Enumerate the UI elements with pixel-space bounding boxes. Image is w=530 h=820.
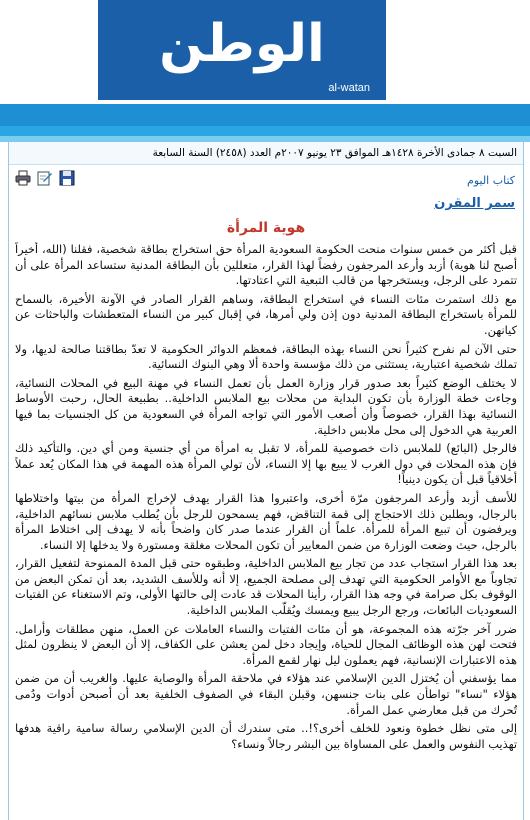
dateline: السبت ٨ جمادى الأخرة ١٤٢٨هـ الموافق ٢٣ يونيو ٢٠٠٧م العدد (٢٤٥٨) السنة السابعة bbox=[9, 142, 523, 165]
article-paragraph: حتى الآن لم نفرح كثيراً نحن النساء بهذه البطاقة، فمعظم الدوائر الحكومية لا تعدّ بطاقتنا صالحة لديها، ولا تملك شخصية اعتبارية، يستثنى من ذلك مؤسسة واحدة ألا وهي البنوك النسائية. bbox=[15, 341, 517, 372]
article-paragraph: إلى متى نظل خطوة ونعود للخلف أخرى؟!.. متى سندرك أن الدين الإسلامي رسالة سامية راقية هدفها تهذيب النفوس والعمل على المساواة بين البشر رجالاً ونساء؟ bbox=[15, 721, 517, 751]
article-paragraph: فالرجل (البائع) للملابس ذات خصوصية للمرأة، لا تقبل به امرأة من أي جنسية ومن أي دين. والتأكيد ذلك فإن هذه المحلات في دول الغرب لا يبيع بها إلا النساء، لأن تولي المرأة هذه المهمة في هذا المكان يُعد عملاً أخلاقياً قبل أن يكون دينياً! bbox=[15, 441, 517, 487]
article-paragraph: لا يختلف الوضع كثيراً بعد صدور قرار وزارة العمل بأن تعمل النساء في مهنة البيع في المحلات النسائية، وجاءت خطة الوزارة بأن تكون البداية من محلات بيع الملابس الداخلية.. بطبيعة الحال، رحبت الأوساط النسائية بهذا القرار، خصوصاً وأن أصعب الأمور التي تواجه المرأة في السعودية من كل الجنسيات بما فيها العربية هي الدخول إلى محل ملابس داخلية. bbox=[15, 375, 517, 437]
nav-bar bbox=[0, 104, 530, 126]
article-tools bbox=[15, 170, 75, 186]
nav-bar-stripe bbox=[0, 126, 530, 136]
site-header bbox=[0, 0, 530, 104]
article-container bbox=[8, 142, 524, 820]
section-link[interactable]: كتاب اليوم bbox=[467, 174, 515, 187]
article-title: هوية المرأة bbox=[226, 220, 306, 236]
save-icon[interactable] bbox=[59, 170, 75, 186]
article-paragraph: مما يؤسفني أن يُختزل الدين الإسلامي عند هؤلاء في ملاحقة المرأة والوصاية عليها. والغريب أن من ضمن هؤلاء "نساء" تواطأن على بنات جنسهن، وقبلن البقاء في الصفوف الخلفية بعد أن أصبحن أدوات ودُمى تُحرك من قبل معارضي عمل المرأة. bbox=[15, 671, 517, 717]
logo-text: الوطن bbox=[159, 14, 325, 74]
print-icon[interactable] bbox=[15, 170, 31, 186]
article-paragraph: بعد هذا القرار استجاب عدد من تجار بيع الملابس الداخلية، وطبقوه حتى قبل المدة الممنوحة لتفعيل القرار، تجاوباً مع الأوامر الحكومية التي تهدف إلى مصلحة الجميع، إلا أنه وللأسف الشديد، بعد أن تمكن البعض من الوقوف بكل صرامة في وجه هذا القرار، رأينا المحلات قد عادت إلى حالتها الأولى، وتم الاستغناء عن الفتيات السعوديات البائعات، ورجع الرجل يبيع ويمسك ويُقلّب الملابس الداخلية. bbox=[15, 556, 517, 618]
article-paragraph: للأسف أزبد وأرعد المرجفون مرّة أخرى، واعتبروا هذا القرار يهدف لإخراج المرأة من بيتها واختلاطها بالرجال، وبطلبن ذلك الاحتجاج إلى قمة التناقض، فهم يسمحون للرجل بأن يُطلب ملابس نسائهم الداخلية، ويرفضون أن تبيع المرأة للمرأة. علماً أن القرار عندما صدر كان واضحاً بأنه لا يهدف إلى اختلاط المرأة بالرجل، حيث وضعت الوزارة من ضمن المعايير أن تكون المحلات مغلقة ومستورة ولا يدخلها إلا النساء. bbox=[15, 490, 517, 552]
article-paragraph: ضرر آخر جرّته هذه المجموعة، هو أن مئات الفتيات والنساء العاملات عن العمل، منهن مطلقات وأرامل. فتحت لهن هذه الوظائف المجال للحياة، وإيجاد دخل لمن يعشن على الكفاف، إلا أن البعض لا ينظرون لمثل هذه الاعتبارات الإنسانية، فهم يعملون ليل نهار لقمع المرأة. bbox=[15, 621, 517, 667]
article-paragraph: قبل أكثر من خمس سنوات منحت الحكومة السعودية المرأة حق استخراج بطاقة شخصية، فقلنا (الله، أخيراً أصبح لنا هوية) أزبد وأرعد المرجفون رفضاً لهذا القرار، متعللين بأن البطاقة المدنية ستساعد المرأة على أن تتمرد على الرجل، ويستخرجها من قالب التبعية التي اعتادتها. bbox=[15, 242, 517, 288]
logo-subtitle: al-watan bbox=[328, 82, 370, 94]
edit-icon[interactable] bbox=[37, 170, 53, 186]
article-paragraph: مع ذلك استمرت مئات النساء في استخراج البطاقة، وساهم القرار الصادر في الآونة الأخيرة، بالسماح للمرأة باستخراج البطاقة المدنية دون إذن ولي أمرها، في إقبال كبير من النساء المتعطشات والباحثات عن كيانهن. bbox=[15, 291, 517, 337]
author-link[interactable]: سمر المقرن bbox=[434, 196, 515, 211]
site-logo[interactable] bbox=[98, 0, 386, 100]
article-body bbox=[15, 242, 517, 820]
